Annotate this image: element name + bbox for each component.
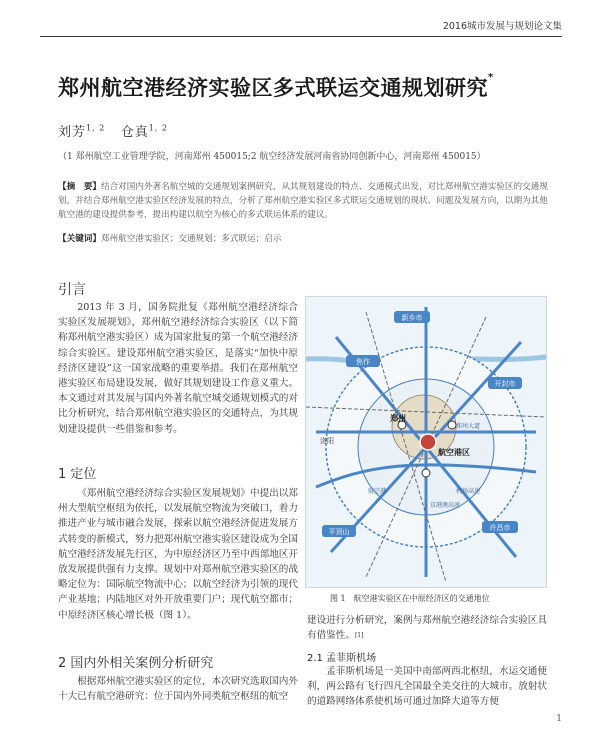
paper-title xyxy=(58,72,494,102)
title-footnote-mark: * xyxy=(488,72,494,83)
road-label-3: 机场高速 xyxy=(456,488,481,495)
keywords-label: 【关键词】 xyxy=(58,234,101,244)
section-1-heading: 1 定位 xyxy=(58,467,97,482)
label-luoyang: 洛阳 xyxy=(320,437,334,445)
label-kaifeng: 开封市 xyxy=(494,380,516,388)
traffic-map xyxy=(306,297,546,587)
label-pingdingshan: 平顶山 xyxy=(328,528,350,536)
right-column-top xyxy=(307,613,547,643)
authors xyxy=(58,121,168,140)
traffic-map-figure xyxy=(305,296,547,588)
road-label-2: 京港澳高速 xyxy=(430,502,461,509)
author-1: 刘芳 xyxy=(58,125,87,140)
label-zhengzhou: 郑州 xyxy=(390,414,406,423)
label-xuchang: 许昌市 xyxy=(489,524,511,532)
keywords xyxy=(58,232,281,244)
abstract-text: 结合对国内外著名航空城的交通规划案例研究，从其规划建设的特点、交通模式出发，对比郑州航空港实验区的交通规划，并结合郑州航空港实验区经济发展的特点，分析了郑州航空港实验区多式联运交通规划的现状、问题及发展方向，以期为其他航空港的建设提供参考，提出构建以航空为核心的多式联运体系的建议。 xyxy=(58,182,548,220)
keywords-text: 郑州航空港实验区；交通规划；多式联运；启示 xyxy=(100,234,282,244)
page-number: 1 xyxy=(556,714,562,724)
author-2: 仓真 xyxy=(120,125,149,140)
figure-caption: 图 1 航空港实验区在中原经济区的交通地位 xyxy=(330,594,490,603)
affiliation: （1 郑州航空工业管理学院，河南郑州 450015;2 航空经济发展河南省协同创新中心，河南郑州 450015） xyxy=(58,152,486,162)
label-xinxiang: 新乡市 xyxy=(401,314,423,322)
intro-heading: 引言 xyxy=(58,282,86,298)
section-2-heading: 2 国内外相关案例分析研究 xyxy=(58,656,214,671)
subsection-2-1-heading: 2.1 孟菲斯机场 xyxy=(307,653,377,664)
section-1-paragraph: 《郑州航空港经济综合实验区发展规划》中提出以郑州大型航空枢纽为依托，以发展航空物流为突破口，着力推进产业与城市融合发展，探索以航空港经济促进发展方式转变的新模式，努力把郑州航空港实验区建设成为全国航空港经济发展先行区，为中原经济区乃至中西部地区开放发展提供强有力支撑。规划中对郑州航空港实验区的战略定位为：国际航空物流中心；以航空经济为引领的现代产业基地；内陆地区对外开放重要门户；现代航空都市；中原经济区核心增长极（图 1）。 xyxy=(58,488,298,621)
subsection-2-1-paragraph: 孟菲斯机场是一美国中南部两西北枢纽，水运交通便利，两公路有飞行四凡全国最全美交往的大城市。放射状的道路网络体系使机场可通过加降大道等方便 xyxy=(307,666,547,708)
journal-header: 2016城市发展与规划论文集 xyxy=(442,21,562,32)
label-airport-zone: 航空港区 xyxy=(438,448,470,457)
reference-mark: [1] xyxy=(354,632,364,640)
road-label-4: 航空港 xyxy=(368,488,387,495)
abstract xyxy=(58,180,548,222)
abstract-label: 【摘 要】 xyxy=(58,182,101,192)
section-2-paragraph: 根据郑州航空港实验区的定位，本次研究选取国内外十大已有航空港研究：位于国内外同类航空枢纽的航空 xyxy=(58,676,298,703)
header-rule xyxy=(40,36,562,37)
intro-paragraph: 2013 年 3 月，国务院批复《郑州航空港经济综合实验区发展规划》，郑州航空港经济综合实验区（以下简称郑州航空港实验区）成为国家批复的第一个航空港经济综合实验区。建设郑州航空港实验区，是落实“加快中原经济区建设”这一国家战略的重要举措。我们在郑州航空港实验区布局建设发展，做好其规划建设工作意义重大。本文通过对其发展与国内外著名航空城交通规划模式的对比分析研究，结合郑州航空港实验区的交通特点，为其规划建设提供一些借鉴和参考。 xyxy=(58,302,298,435)
right-column-top-text: 建设进行分析研究，案例与郑州航空港经济综合实验区具有借鉴性。 xyxy=(307,615,547,642)
paper-title-text: 郑州航空港经济实验区多式联运交通规划研究 xyxy=(58,76,488,100)
author-1-affil: 1, 2 xyxy=(86,123,106,133)
road-label-1: 郑州大道 xyxy=(456,423,481,430)
author-2-affil: 1, 2 xyxy=(148,123,168,133)
label-jiaozuo: 焦作 xyxy=(356,358,370,366)
